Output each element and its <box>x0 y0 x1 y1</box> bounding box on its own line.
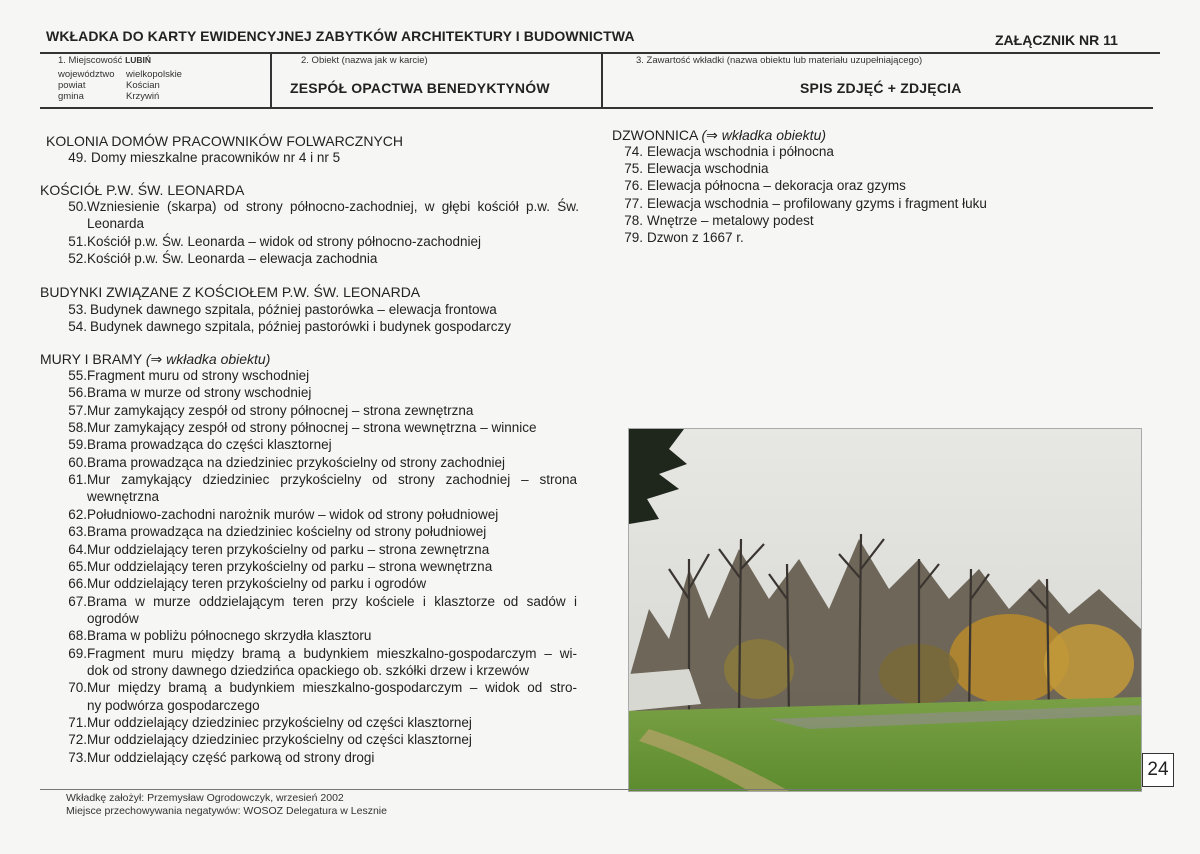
item-number: 55. <box>68 368 87 383</box>
item-number: 62. <box>68 506 87 522</box>
item-number: 60. <box>68 454 87 470</box>
locality-label: 1. Miejscowość <box>58 55 123 66</box>
item-number: 59. <box>68 437 87 453</box>
item-text: Mur oddzielający teren przykościelny od parku – strona wewnętrzna <box>87 558 493 574</box>
section-heading-kosciol: KOŚCIÓŁ P.W. ŚW. LEONARDA <box>40 182 245 198</box>
item-text: Mur oddzielający część parkową od strony drogi <box>87 749 375 765</box>
item-text: Mur zamykający dziedziniec przykościelny od strony zachodniej – strona <box>87 472 577 488</box>
item-text: Mur oddzielający dziedziniec przykościelny od części klasztornej <box>87 715 472 730</box>
item-text: Elewacja wschodnia i północna <box>647 144 834 159</box>
insert-reference-note: (⇒ wkładka obiektu) <box>145 351 271 367</box>
item-text: Wnętrze – metalowy podest <box>647 212 814 228</box>
item-number: 67. <box>68 593 87 609</box>
locality-value: LUBIŃ <box>125 55 152 65</box>
item-text-continued: ny podwórza gospodarczego <box>87 697 260 713</box>
commune-value: Krzywiń <box>126 91 160 102</box>
item-number: 68. <box>68 628 87 644</box>
item-number: 65. <box>68 558 87 574</box>
object-value: ZESPÓŁ OPACTWA BENEDYKTYNÓW <box>290 80 550 96</box>
item-text: Elewacja wschodnia – profilowany gzyms i fragment łuku <box>647 195 987 211</box>
item-text-continued: ogrodów <box>87 610 139 626</box>
admin-labels <box>58 69 115 102</box>
item-number: 64. <box>68 541 87 557</box>
item-text: Brama w pobliżu północnego skrzydła klasztoru <box>87 628 372 644</box>
landscape-photo <box>628 428 1142 792</box>
item-text-continued: wewnętrzna <box>87 489 160 505</box>
item-text: Mur oddzielający teren przykościelny od parku – strona zewnętrzna <box>87 541 490 557</box>
item-number: 72. <box>68 732 87 748</box>
fields-rule <box>40 107 1153 109</box>
item-number: 79. <box>624 230 643 245</box>
section-heading-kolonia: KOLONIA DOMÓW PRACOWNIKÓW FOLWARCZNYCH <box>46 133 404 149</box>
document-title: WKŁADKA DO KARTY EWIDENCYJNEJ ZABYTKÓW ARCHITEKTURY I BUDOWNICTWA <box>46 28 635 44</box>
item-text: Brama prowadząca na dziedziniec kościelny od strony południowej <box>87 524 487 540</box>
item-number: 76. <box>624 178 643 194</box>
item-text: Mur oddzielający dziedziniec przykościelny od części klasztornej <box>87 732 472 748</box>
page-number: 24 <box>1142 753 1174 787</box>
admin-values <box>126 69 182 102</box>
header-rule <box>40 52 1160 54</box>
item-text: Brama prowadząca na dziedziniec przykościelny od strony zachodniej <box>87 454 505 470</box>
commune-label: gmina <box>58 91 84 102</box>
item-text: Mur między bramą a budynkiem mieszkalno-gospodarczym – widok od stro- <box>87 680 577 696</box>
item-text: Dzwon z 1667 r. <box>647 230 744 245</box>
item-text: Brama prowadząca do części klasztornej <box>87 437 332 453</box>
footer-storage: Miejsce przechowywania negatywów: WOSOZ Delegatura w Lesznie <box>66 805 387 817</box>
section-heading-dzwonnica: DZWONNICA (⇒ wkładka obiektu) <box>612 127 827 143</box>
voivodeship-label: województwo <box>58 69 115 80</box>
field-divider-2 <box>601 52 603 108</box>
item-text: Mur oddzielający teren przykościelny od parku i ogrodów <box>87 576 427 592</box>
item-number: 73. <box>68 749 87 765</box>
field-divider-1 <box>270 52 272 108</box>
section-heading-budynki: BUDYNKI ZWIĄZANE Z KOŚCIOŁEM P.W. ŚW. LEONARDA <box>40 284 421 300</box>
attachment-number: ZAŁĄCZNIK NR 11 <box>995 32 1118 48</box>
item-number: 77. <box>624 195 643 211</box>
item-text: Brama w murze oddzielającym teren przy kościele i klasztorze od sadów i <box>87 593 577 609</box>
footer-author: Wkładkę założył: Przemysław Ogrodowczyk, wrzesień 2002 <box>66 792 344 804</box>
county-value: Kościan <box>126 80 160 91</box>
item-text: Elewacja wschodnia <box>647 161 769 177</box>
item-number: 66. <box>68 576 87 592</box>
item-number: 63. <box>68 524 87 540</box>
item-number: 71. <box>68 715 87 730</box>
item-text: Mur zamykający zespół od strony północnej – strona zewnętrzna <box>87 402 474 418</box>
item-number: 74. <box>624 144 643 159</box>
item-number: 57. <box>68 402 87 418</box>
locality-field <box>58 55 151 66</box>
item-number: 70. <box>68 680 87 696</box>
item-number: 61. <box>68 472 87 488</box>
item-number: 78. <box>624 212 643 228</box>
item-number: 75. <box>624 161 643 177</box>
contents-label: 3. Zawartość wkładki (nazwa obiektu lub materiału uzupełniającego) <box>636 55 923 66</box>
county-label: powiat <box>58 80 86 91</box>
item-text: Elewacja północna – dekoracja oraz gzyms <box>647 178 906 194</box>
contents-value: SPIS ZDJĘĆ + ZDJĘCIA <box>800 80 962 96</box>
item-text: Południowo-zachodni narożnik murów – widok od strony południowej <box>87 506 499 522</box>
voivodeship-value: wielkopolskie <box>126 69 182 80</box>
item-text: Fragment muru między bramą a budynkiem mieszkalno-gospodarczym – wi- <box>87 645 577 661</box>
item-number: 69. <box>68 645 87 661</box>
section-heading-mury: MURY I BRAMY (⇒ wkładka obiektu) <box>40 351 271 367</box>
item-text: Fragment muru od strony wschodniej <box>87 368 310 383</box>
item-number: 58. <box>68 420 87 436</box>
item-text: Brama w murze od strony wschodniej <box>87 385 312 401</box>
item-text: Mur zamykający zespół od strony północnej – strona wewnętrzna – winnice <box>87 420 537 436</box>
object-label: 2. Obiekt (nazwa jak w karcie) <box>301 55 428 66</box>
footer-rule <box>40 789 1142 790</box>
item-text-continued: dok od strony dawnego dziedzińca opackiego ob. szkółki drzew i krzewów <box>87 662 529 678</box>
insert-reference-note: (⇒ wkładka obiektu) <box>701 127 827 143</box>
item-number: 56. <box>68 385 87 401</box>
